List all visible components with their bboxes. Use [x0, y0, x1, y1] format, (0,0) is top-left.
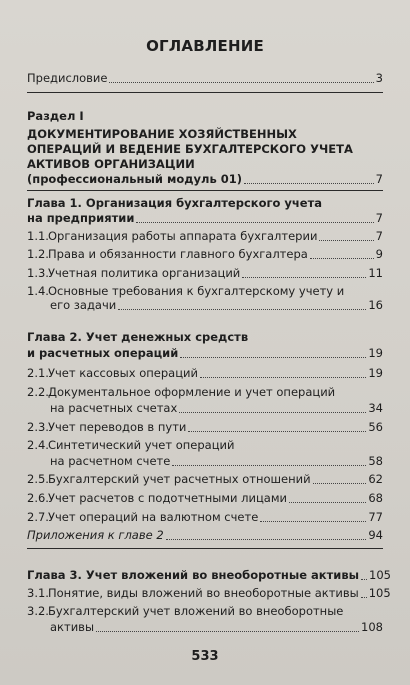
- entry-page: 108: [361, 620, 383, 634]
- leader-dots: [96, 631, 359, 632]
- entry-page: 7: [375, 229, 383, 243]
- toc-entry-3-1[interactable]: [27, 586, 391, 601]
- leader-dots: [361, 597, 367, 598]
- leader-dots: [310, 258, 374, 259]
- toc-entry-3-2-line1[interactable]: [27, 604, 383, 619]
- entry-number: 2.5.: [27, 472, 49, 486]
- section-heading-line: АКТИВОВ ОРГАНИЗАЦИИ: [27, 157, 195, 171]
- entry-label: Учет расчетов с подотчетными лицами: [48, 491, 287, 505]
- entry-label: Учетная политика организаций: [48, 266, 241, 280]
- toc-entry-2-6[interactable]: [27, 491, 383, 506]
- leader-dots: [118, 309, 366, 310]
- entry-label: Учет кассовых операций: [48, 366, 198, 380]
- entry-page: 7: [375, 172, 383, 186]
- toc-entry-chapter1[interactable]: [27, 211, 383, 226]
- leader-dots: [361, 579, 367, 580]
- entry-label-cont: его задачи: [50, 298, 117, 312]
- leader-dots: [136, 222, 373, 223]
- entry-page: 105: [369, 568, 391, 582]
- entry-number: 3.1.: [27, 586, 49, 600]
- entry-label-cont: активы: [50, 620, 95, 634]
- leader-dots: [289, 502, 366, 503]
- entry-label: Документальное оформление и учет операций: [48, 385, 336, 399]
- leader-dots: [242, 277, 366, 278]
- divider: [27, 548, 383, 549]
- entry-page: 3: [375, 71, 383, 85]
- entry-number: 1.1.: [27, 229, 49, 243]
- entry-number: 1.3.: [27, 266, 49, 280]
- page-number: 533: [191, 649, 219, 664]
- chapter-title-cont: на предприятии: [27, 211, 135, 225]
- page-title: ОГЛАВЛЕНИЕ: [146, 37, 264, 55]
- toc-entry-2-4-line1[interactable]: [27, 438, 383, 453]
- toc-entry-2-5[interactable]: [27, 472, 383, 487]
- entry-page: 56: [368, 420, 383, 434]
- leader-dots: [179, 412, 366, 413]
- toc-entry-section1[interactable]: [27, 172, 383, 187]
- toc-entry-2-2-line1[interactable]: [27, 385, 383, 400]
- entry-label: Понятие, виды вложений во внеоборотные активы: [48, 586, 359, 600]
- leader-dots: [200, 377, 366, 378]
- leader-dots: [319, 240, 373, 241]
- entry-label: Основные требования к бухгалтерскому учету и: [48, 284, 345, 298]
- entry-label: Бухгалтерский учет расчетных отношений: [48, 472, 311, 486]
- entry-number: 2.1.: [27, 366, 49, 380]
- entry-page: 7: [375, 211, 383, 225]
- entry-label-cont: на расчетных счетах: [50, 401, 178, 415]
- entry-label: Синтетический учет операций: [48, 438, 235, 452]
- section-label: Раздел I: [27, 109, 84, 123]
- entry-number: 1.2.: [27, 247, 49, 261]
- entry-page: 62: [368, 472, 383, 486]
- entry-label: Предисловие: [27, 71, 108, 85]
- entry-page: 68: [368, 491, 383, 505]
- entry-label: Права и обязанности главного бухгалтера: [48, 247, 308, 261]
- chapter-title: Глава 1. Организация бухгалтерского учета: [27, 196, 323, 210]
- chapter-title-cont: и расчетных операций: [27, 346, 179, 360]
- entry-page: 34: [368, 401, 383, 415]
- entry-label-cont: на расчетном счете: [50, 454, 171, 468]
- entry-number: 2.4.: [27, 438, 49, 452]
- toc-entry-1-4-line1[interactable]: [27, 284, 383, 299]
- entry-label: Организация работы аппарата бухгалтерии: [48, 229, 318, 243]
- toc-entry-1-2[interactable]: [27, 247, 383, 262]
- section-module: (профессиональный модуль 01): [27, 172, 242, 186]
- entry-number: 2.3.: [27, 420, 49, 434]
- toc-entry-2-4[interactable]: [50, 454, 383, 469]
- toc-entry-preface[interactable]: [27, 71, 383, 86]
- entry-number: 2.2.: [27, 385, 49, 399]
- toc-entry-chapter2[interactable]: [27, 346, 383, 361]
- toc-entry-2-7[interactable]: [27, 510, 383, 525]
- entry-page: 105: [368, 586, 391, 600]
- chapter-title: Глава 2. Учет денежных средств: [27, 330, 249, 344]
- toc-entry-1-4[interactable]: [50, 298, 383, 313]
- toc-entry-2-2[interactable]: [50, 401, 383, 416]
- toc-entry-chapter3[interactable]: [27, 568, 391, 583]
- entry-page: 19: [368, 366, 383, 380]
- entry-label: Учет операций на валютном счете: [48, 510, 259, 524]
- chapter-title: Глава 3. Учет вложений во внеоборотные активы: [27, 568, 360, 582]
- divider: [27, 190, 383, 191]
- leader-dots: [166, 539, 367, 540]
- leader-dots: [172, 465, 366, 466]
- entry-label: Бухгалтерский учет вложений во внеоборотные: [48, 604, 344, 618]
- toc-entry-1-3[interactable]: [27, 266, 383, 281]
- entry-page: 9: [375, 247, 383, 261]
- entry-label: Приложения к главе 2: [27, 528, 164, 542]
- entry-number: 1.4.: [27, 284, 49, 298]
- entry-page: 77: [368, 510, 383, 524]
- leader-dots: [260, 521, 366, 522]
- entry-page: 16: [368, 298, 383, 312]
- toc-entry-3-2[interactable]: [50, 620, 383, 635]
- leader-dots: [109, 82, 373, 83]
- toc-entry-2-1[interactable]: [27, 366, 383, 381]
- entry-number: 3.2.: [27, 604, 49, 618]
- entry-number: 2.7.: [27, 510, 49, 524]
- entry-label: Учет переводов в пути: [48, 420, 187, 434]
- entry-number: 2.6.: [27, 491, 49, 505]
- toc-entry-appendix[interactable]: [27, 528, 383, 543]
- section-heading-line: ДОКУМЕНТИРОВАНИЕ ХОЗЯЙСТВЕННЫХ: [27, 127, 297, 141]
- divider: [27, 92, 383, 93]
- entry-page: 94: [368, 528, 383, 542]
- toc-entry-1-1[interactable]: [27, 229, 383, 244]
- leader-dots: [188, 431, 366, 432]
- section-heading-line: ОПЕРАЦИЙ И ВЕДЕНИЕ БУХГАЛТЕРСКОГО УЧЕТА: [27, 142, 353, 156]
- entry-page: 58: [368, 454, 383, 468]
- entry-page: 19: [368, 346, 383, 360]
- toc-entry-2-3[interactable]: [27, 420, 383, 435]
- leader-dots: [244, 183, 374, 184]
- leader-dots: [180, 357, 366, 358]
- leader-dots: [313, 483, 367, 484]
- entry-page: 11: [368, 266, 383, 280]
